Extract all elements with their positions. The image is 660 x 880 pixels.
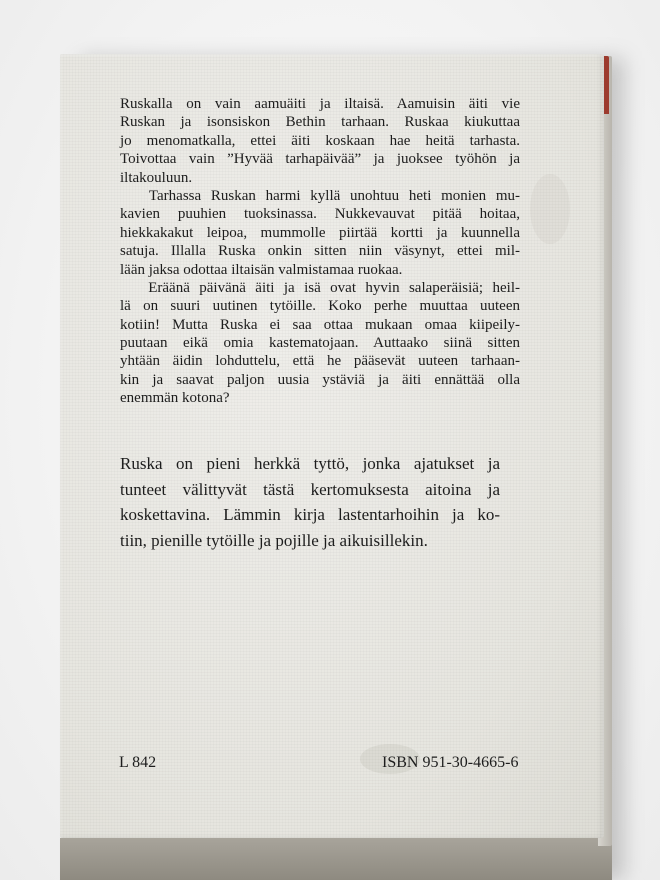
blurb-line: satuja. Illalla Ruska onkin sitten niin väsynyt, ettei mil-	[120, 243, 520, 260]
blurb-line: lä on suuri uutinen tytöille. Koko perhe muuttaa uuteen	[120, 298, 520, 315]
blurb-line: Tarhassa Ruskan harmi kyllä unohtuu heti monien mu-	[120, 187, 520, 204]
blurb-line: iltakouluun.	[120, 169, 193, 186]
blurb-text	[120, 95, 520, 408]
blurb-line: puutaan eikä omia kastematojaan. Auttaako siinä sitten	[120, 335, 520, 352]
blurb-line: jo menomatkalla, ettei äiti koskaan hae heitä tarhasta.	[120, 132, 520, 149]
summary-line: tunteet välittyvät tästä kertomuksesta aitoina ja	[120, 479, 500, 499]
blurb-line: kotiin! Mutta Ruska ei saa ottaa mukaan omaa kiipeily-	[120, 316, 520, 333]
book-bottom-edge	[60, 838, 612, 880]
blurb-line: yhtään äidin lohduttelu, että he pääsevät uuteen tarhaan-	[120, 353, 520, 370]
blurb-line: kin ja saavat paljon uusia ystäviä ja äiti ennättää olla	[120, 371, 520, 388]
cover-wear-mark	[530, 174, 570, 244]
blurb-line: enemmän kotona?	[120, 390, 230, 407]
summary-text	[120, 451, 500, 553]
library-code: L 842	[119, 754, 157, 771]
blurb-line: lään jaksa odottaa iltaisän valmistamaa ruokaa.	[120, 261, 403, 278]
blurb-line: Toivottaa vain ”Hyvää tarhapäivää” ja juoksee työhön ja	[120, 151, 520, 168]
spine-red-stripe	[604, 56, 609, 114]
blurb-line: Ruskalla on vain aamuäiti ja iltaisä. Aamuisin äiti vie	[120, 96, 520, 112]
blurb-line: kavien puuhien tuoksinassa. Nukkevauvat pitää hoitaa,	[120, 206, 520, 223]
summary-line: tiin, pienille tytöille ja pojille ja aikuisillekin.	[120, 530, 428, 550]
blurb-line: Eräänä päivänä äiti ja isä ovat hyvin salaperäisiä; heil-	[120, 279, 520, 296]
blurb-line: Ruskan ja isonsiskon Bethin tarhaan. Ruskaa kiukuttaa	[120, 114, 520, 131]
summary-line: koskettavina. Lämmin kirja lastentarhoihin ja ko-	[120, 505, 500, 524]
isbn-number: ISBN 951-30-4665-6	[382, 754, 519, 771]
summary-line: Ruska on pieni herkkä tyttö, jonka ajatukset ja	[120, 454, 500, 473]
blurb-line: hiekkakakut leipoa, mummolle piirtää kortti ja kuunnella	[120, 224, 520, 241]
